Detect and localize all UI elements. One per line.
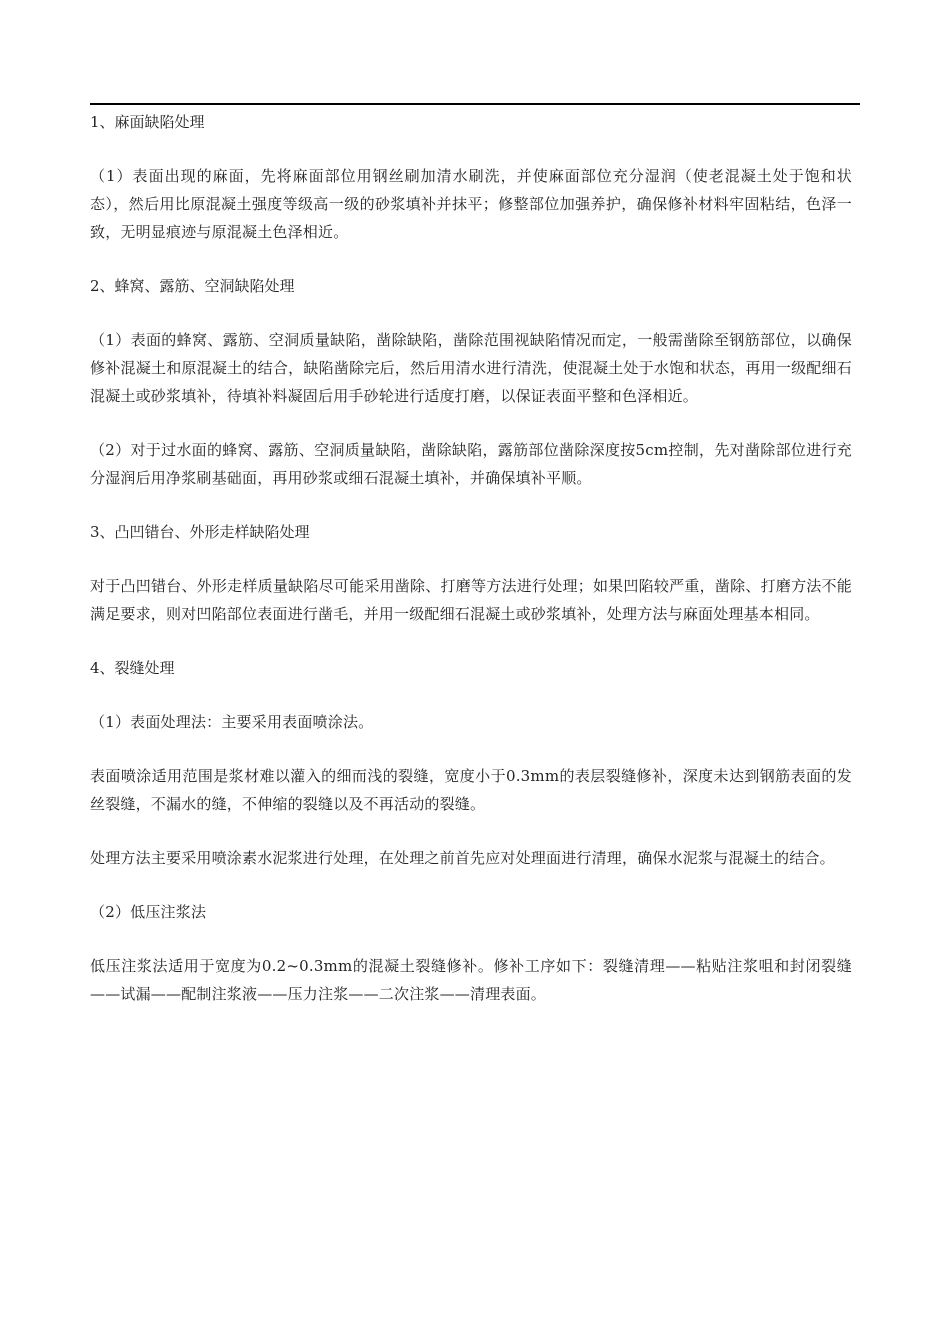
section-4-paragraph-1: （1）表面处理法：主要采用表面喷涂法。: [90, 713, 374, 731]
section-3-paragraph-1: 对于凸凹错台、外形走样质量缺陷尽可能采用凿除、打磨等方法进行处理；如果凹陷较严重，凿除、打磨方法不能满足要求，则对凹陷部位表面进行凿毛，并用一级配细石混凝土或砂浆填补，处理方法与麻面处理基本相同。: [90, 577, 852, 623]
section-heading-2: 2、蜂窝、露筋、空洞缺陷处理: [90, 277, 295, 295]
document-body: [90, 108, 852, 1008]
section-4-paragraph-4: （2）低压注浆法: [90, 903, 207, 921]
section-4-paragraph-2: 表面喷涂适用范围是浆材难以灌入的细而浅的裂缝，宽度小于0.3mm的表层裂缝修补，深度未达到钢筋表面的发丝裂缝，不漏水的缝，不伸缩的裂缝以及不再活动的裂缝。: [90, 767, 852, 813]
section-heading-1: 1、麻面缺陷处理: [90, 113, 205, 131]
section-heading-4: 4、裂缝处理: [90, 659, 175, 677]
section-2-paragraph-1: （1）表面的蜂窝、露筋、空洞质量缺陷，凿除缺陷，凿除范围视缺陷情况而定，一般需凿除至钢筋部位，以确保修补混凝土和原混凝土的结合，缺陷凿除完后，然后用清水进行清洗，使混凝土处于水饱和状态，再用一级配细石混凝土或砂浆填补，待填补料凝固后用手砂轮进行适度打磨，以保证表面平整和色泽相近。: [90, 331, 852, 405]
section-4-paragraph-3: 处理方法主要采用喷涂素水泥浆进行处理，在处理之前首先应对处理面进行清理，确保水泥浆与混凝土的结合。: [90, 849, 835, 867]
header-rule: [90, 103, 860, 105]
section-2-paragraph-2: （2）对于过水面的蜂窝、露筋、空洞质量缺陷，凿除缺陷，露筋部位凿除深度按5cm控制，先对凿除部位进行充分湿润后用净浆刷基础面，再用砂浆或细石混凝土填补，并确保填补平顺。: [90, 441, 852, 487]
section-heading-3: 3、凸凹错台、外形走样缺陷处理: [90, 523, 310, 541]
section-4-paragraph-5: 低压注浆法适用于宽度为0.2~0.3mm的混凝土裂缝修补。修补工序如下：裂缝清理——粘贴注浆咀和封闭裂缝——试漏——配制注浆液——压力注浆——二次注浆——清理表面。: [90, 957, 852, 1003]
section-1-paragraph-1: （1）表面出现的麻面，先将麻面部位用钢丝刷加清水刷洗，并使麻面部位充分湿润（使老混凝土处于饱和状态），然后用比原混凝土强度等级高一级的砂浆填补并抹平；修整部位加强养护，确保修补材料牢固粘结，色泽一致，无明显痕迹与原混凝土色泽相近。: [90, 167, 852, 241]
